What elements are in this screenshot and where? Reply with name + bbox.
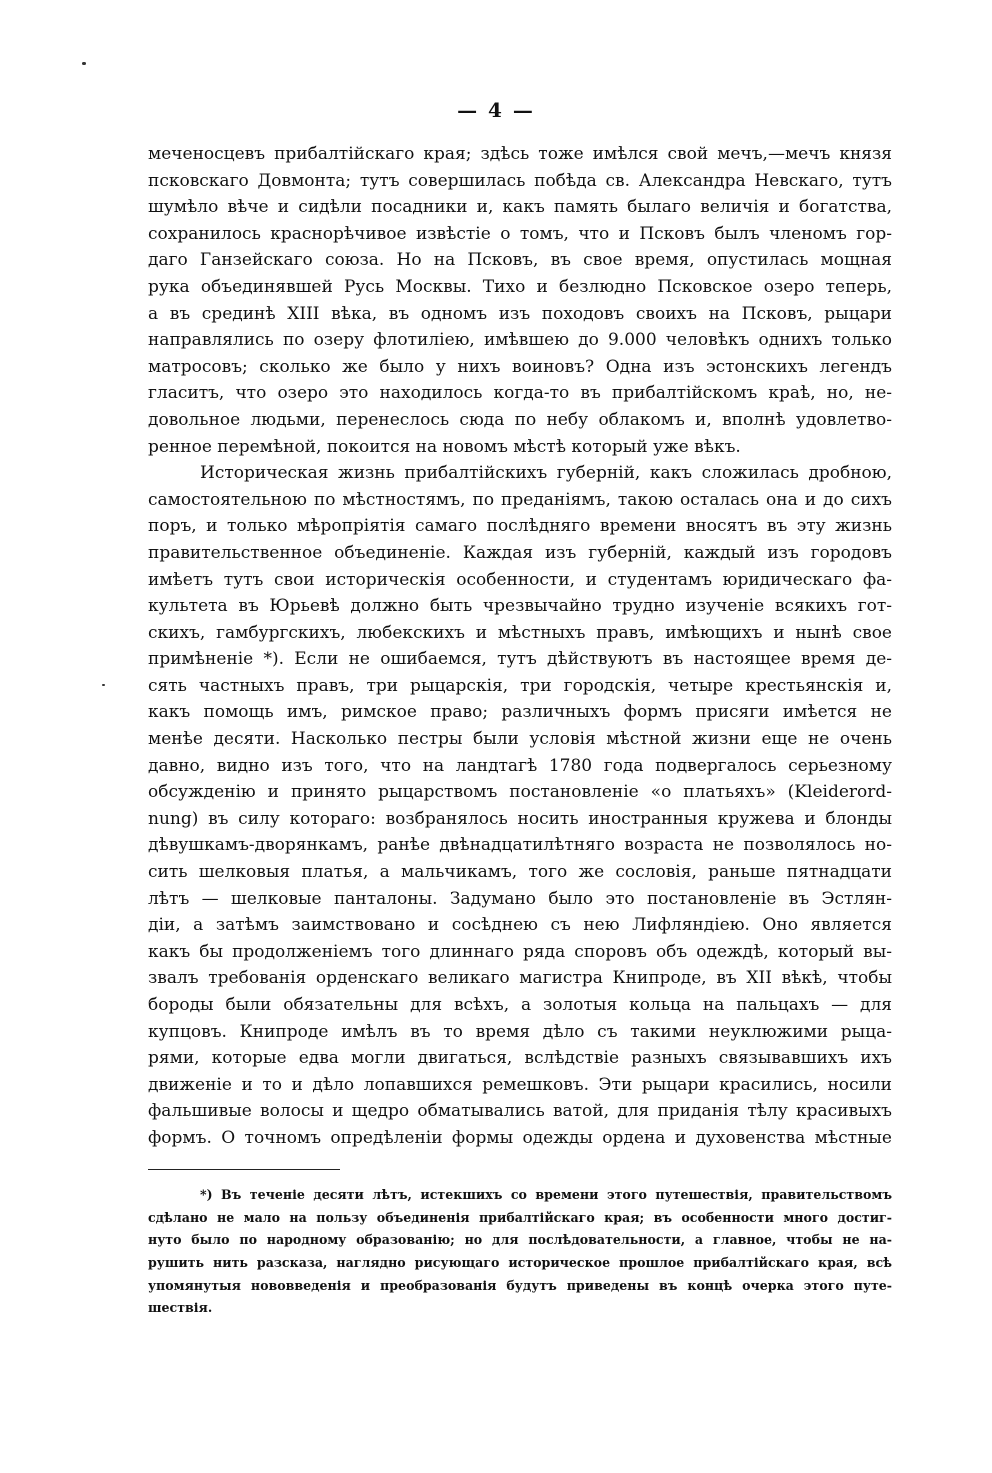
footnote-line: нуто было по народному образованію; но для послѣдовательности, а главное, чтобы не на- — [148, 1232, 892, 1248]
text-line: давно, видно изъ того, что на ландтагѣ 1780 года подвергалось серьезному — [148, 755, 892, 776]
footnote-line: упомянутыя нововведенія и преобразованія будутъ приведены въ концѣ очерка этого путе- — [148, 1277, 892, 1293]
text-line: фальшивые волосы и щедро обматывались ватой, для приданія тѣлу красивыхъ — [148, 1101, 892, 1122]
text-line: діи, а затѣмъ заимствовано и сосѣднею съ нею Лифляндіею. Оно является — [148, 915, 892, 936]
text-line: довольное людьми, перенеслось сюда по небу облакомъ и, вполнѣ удовлетво- — [148, 409, 892, 430]
text-line: какъ бы продолженіемъ того длиннаго ряда споровъ объ одеждѣ, который вы- — [148, 941, 892, 962]
text-line: сить шелковыя платья, а мальчикамъ, того же сословія, раньше пятнадцати — [148, 862, 892, 883]
text-line: рями, которые едва могли двигаться, вслѣдствіе разныхъ связывавшихъ ихъ — [148, 1048, 892, 1069]
text-line: бороды были обязательны для всѣхъ, а золотыя кольца на пальцахъ — для — [148, 995, 892, 1015]
footnote-line: шествія. — [148, 1300, 213, 1316]
main-text — [148, 141, 892, 1152]
text-line: звалъ требованія орденскаго великаго магистра Книпроде, въ XII вѣкѣ, чтобы — [148, 968, 892, 989]
text-line: а въ срединѣ XIII вѣка, въ одномъ изъ походовъ своихъ на Псковъ, рыцари — [148, 303, 892, 324]
text-line: гласитъ, что озеро это находилось когда-то въ прибалтійскомъ краѣ, но, не- — [148, 383, 892, 404]
text-line: даго Ганзейскаго союза. Но на Псковъ, въ свое время, опустилась мощная — [148, 250, 892, 271]
text-line: формъ. О точномъ опредѣленіи формы одежды ордена и духовенства мѣстные — [148, 1127, 892, 1148]
paragraph-first-line: Историческая жизнь прибалтійскихъ губерній, какъ сложилась дробною, — [200, 463, 892, 484]
text-line: шумѣло вѣче и сидѣли посадники и, какъ память былаго величія и богатства, — [148, 197, 892, 218]
text-line: псковскаго Довмонта; тутъ совершилась побѣда св. Александра Невскаго, тутъ — [148, 170, 892, 191]
ink-speck — [82, 62, 86, 65]
footnote — [148, 1184, 892, 1320]
text-line: менѣе десяти. Насколько пестры были условія мѣстной жизни еще не очень — [148, 729, 892, 750]
text-line: купцовъ. Книпроде имѣлъ въ то время дѣло съ такими неуклюжими рыца- — [148, 1021, 892, 1042]
text-line: сохранилось краснорѣчивое извѣстіе о томъ, что и Псковъ былъ членомъ гор- — [148, 223, 892, 244]
text-line: скихъ, гамбургскихъ, любекскихъ и мѣстныхъ правъ, имѣющихъ и нынѣ свое — [148, 622, 892, 643]
ink-speck — [102, 684, 105, 686]
footnote-line: сдѣлано не мало на пользу объединенія прибалтійскаго края; въ особенности много достиг- — [148, 1209, 892, 1225]
text-line: примѣненіе *). Если не ошибаемся, тутъ дѣйствуютъ въ настоящее время де- — [148, 649, 892, 670]
footnote-line: рушить нить разсказа, наглядно рисующаго историческое прошлое прибалтійскаго края, всѣ — [148, 1255, 892, 1271]
text-line: лѣтъ — шелковые панталоны. Задумано было это постановленіе въ Эстлян- — [148, 888, 892, 909]
text-line: правительственное объединеніе. Каждая изъ губерній, каждый изъ городовъ — [148, 542, 892, 563]
footnote-divider — [148, 1169, 340, 1170]
text-line: какъ помощь имъ, римское право; различныхъ формъ присяги имѣется не — [148, 702, 892, 723]
text-line: обсужденію и принято рыцарствомъ постановленіе «о платьяхъ» (Kleiderord- — [148, 782, 892, 803]
text-line: матросовъ; сколько же было у нихъ воиновъ? Одна изъ эстонскихъ легендъ — [148, 356, 892, 377]
text-line: поръ, и только мѣропріятія самаго послѣдняго времени вносятъ въ эту жизнь — [148, 516, 892, 537]
text-line: меченосцевъ прибалтійскаго края; здѣсь тоже имѣлся свой мечъ,—мечъ князя — [148, 144, 892, 164]
text-line: направлялись по озеру флотиліею, имѣвшею до 9.000 человѣкъ однихъ только — [148, 330, 892, 351]
text-line: культета въ Юрьевѣ должно быть чрезвычайно трудно изученіе всякихъ гот- — [148, 596, 892, 617]
text-line: самостоятельною по мѣстностямъ, по преданіямъ, такою осталась она и до сихъ — [148, 489, 892, 510]
text-line: движеніе и то и дѣло лопавшихся ремешковъ. Эти рыцари красились, носили — [148, 1074, 892, 1095]
text-line: рука объединявшей Русь Москвы. Тихо и безлюдно Псковское озеро теперь, — [148, 276, 892, 297]
text-line: дѣвушкамъ-дворянкамъ, ранѣе двѣнадцатилѣтняго возраста не позволялось но- — [148, 835, 892, 856]
footnote-line: *) Въ теченіе десяти лѣтъ, истекшихъ со времени этого путешествія, правительствомъ — [200, 1187, 892, 1202]
text-line: имѣетъ тутъ свои историческія особенности, и студентамъ юридическаго фа- — [148, 569, 892, 590]
text-line: nung) въ силу котораго: возбранялось носить иностранныя кружева и блонды — [148, 808, 892, 829]
text-line: ренное перемѣной, покоится на новомъ мѣстѣ который уже вѣкъ. — [148, 436, 741, 457]
page-number: — 4 — — [457, 98, 535, 122]
text-line: сять частныхъ правъ, три рыцарскія, три городскія, четыре крестьянскія и, — [148, 675, 892, 696]
